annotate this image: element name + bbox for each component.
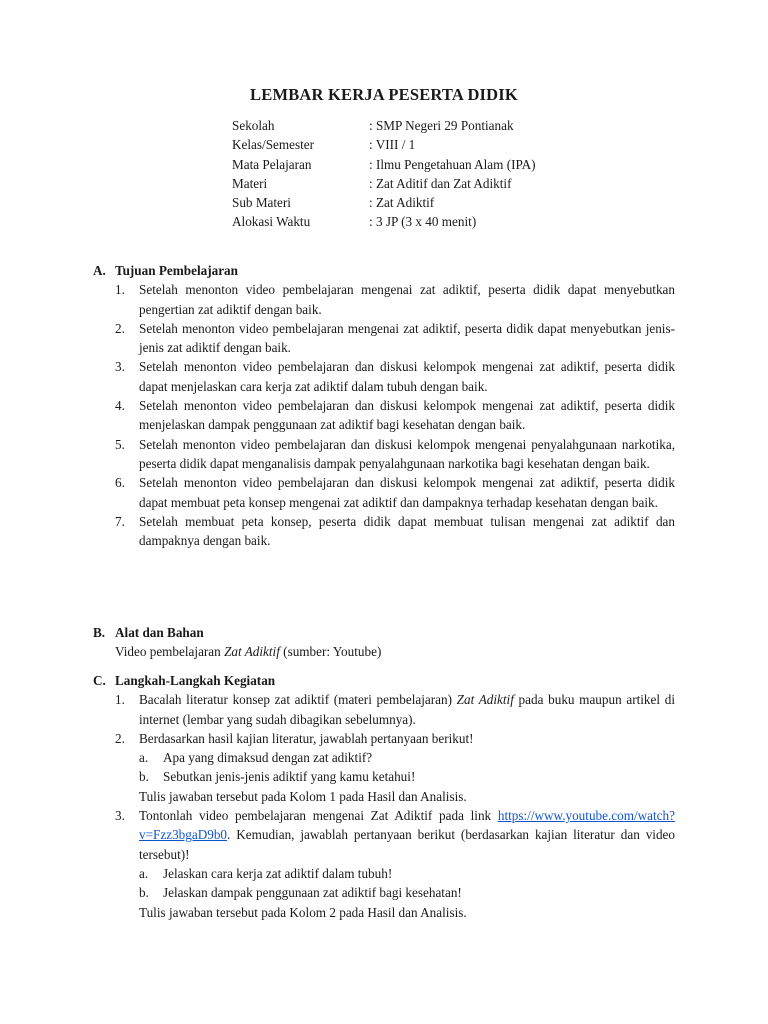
identity-value: : Zat Aditif dan Zat Adiktif [369,175,512,191]
item-number: 2. [115,320,125,336]
step-italic: Zat Adiktif [456,692,514,708]
sub-text: Jelaskan dampak penggunaan zat adiktif bagi kesehatan! [163,885,462,901]
identity-row-subject [232,155,536,174]
section-heading [93,671,675,690]
section-learning-objectives [93,261,675,550]
section-title: Tujuan Pembelajaran [115,263,238,278]
section-title: Langkah-Langkah Kegiatan [115,673,276,688]
identity-table [232,116,536,232]
list-item [93,396,675,435]
identity-key: Sekolah [232,118,275,133]
sub-item [139,748,675,767]
list-item [93,473,675,512]
step-text: Berdasarkan hasil kajian literatur, jawablah pertanyaan berikut! [139,730,474,746]
sub-letter: b. [139,885,149,901]
section-letter: C. [93,673,106,688]
item-number: 3. [115,359,125,375]
identity-key: Kelas/Semester [232,137,315,153]
identity-value: : SMP Negeri 29 Pontianak [369,118,514,133]
step-text: Bacalah literatur konsep zat adiktif (materi pembelajaran) [139,692,457,708]
list-item [93,319,675,358]
item-number: 5. [115,436,125,452]
item-number: 1. [115,282,125,298]
item-text: Setelah menonton video pembelajaran dan diskusi kelompok mengenai penyalahgunaan narkotika, peserta didik dapat menganalisis dampak penyalahgunaan narkotika bagi kesehatan dengan baik. [139,436,675,471]
item-number: 6. [115,475,125,491]
identity-key: Mata Pelajaran [232,156,312,172]
item-number: 4. [115,398,125,414]
item-number: 3. [115,808,125,824]
identity-value: : Zat Adiktif [369,195,435,211]
step-note: Tulis jawaban tersebut pada Kolom 2 pada Hasil dan Analisis. [139,904,467,920]
sub-text: Jelaskan cara kerja zat adiktif dalam tubuh! [163,865,393,881]
list-item [93,512,675,551]
step-text-end: . Kemudian, jawablah pertanyaan berikut (berdasarkan kajian literatur dan video tersebut)! [139,827,675,862]
identity-value: : Ilmu Pengetahuan Alam (IPA) [369,156,536,172]
list-item [93,729,675,806]
materials-source: (sumber: Youtube) [279,644,382,660]
identity-row-material [232,174,536,193]
step-note: Tulis jawaban tersebut pada Kolom 1 pada Hasil dan Analisis. [139,788,467,804]
section-letter: B. [93,625,106,640]
list-item [93,806,675,922]
sub-letter: a. [139,865,149,881]
sub-text: Apa yang dimaksud dengan zat adiktif? [163,750,373,766]
page-title: LEMBAR KERJA PESERTA DIDIK [250,85,518,104]
section-letter: A. [93,263,106,278]
list-item [93,690,675,729]
item-text: Setelah menonton video pembelajaran dan diskusi kelompok mengenai zat adiktif, peserta didik menjelaskan dampak penggunaan zat adiktif bagi kesehatan dengan baik. [139,398,675,433]
item-text: Setelah membuat peta konsep, peserta didik dapat membuat tulisan mengenai zat adiktif dan dampaknya dengan baik. [139,513,675,549]
item-number: 1. [115,692,125,708]
list-item [93,280,675,319]
identity-row-submaterial [232,193,536,212]
steps-list [93,690,675,922]
materials-title: Zat Adiktif [224,644,280,660]
video-link[interactable]: https://www.youtube.com/watch?v=Fzz3bgaD9b0 [139,808,675,843]
identity-row-time [232,212,536,231]
section-title: Alat dan Bahan [115,625,204,640]
section-heading [93,623,675,642]
list-item [93,435,675,474]
identity-key: Sub Materi [232,195,291,211]
objectives-list [93,280,675,550]
sub-text: Sebutkan jenis-jenis adiktif yang kamu ketahui! [163,769,416,785]
step-text: Tontonlah video pembelajaran mengenai Zat Adiktif pada link [139,808,498,824]
step-text-end: pada buku maupun artikel di internet (lembar yang sudah dibagikan sebelumnya). [139,692,675,727]
item-text: Setelah menonton video pembelajaran dan diskusi kelompok mengenai zat adiktif, peserta didik dapat menjelaskan cara kerja zat adiktif dalam tubuh dengan baik. [139,359,675,394]
materials-text: Video pembelajaran [115,644,225,660]
step-text-block [139,806,675,864]
item-number: 7. [115,513,125,529]
item-text: Setelah menonton video pembelajaran mengenai zat adiktif, peserta didik dapat menyebutkan pengertian zat adiktif dengan baik. [139,282,675,317]
item-number: 2. [115,730,125,746]
sub-item [139,864,675,883]
materials-line [93,642,675,661]
identity-row-school [232,116,536,135]
sub-item [139,767,675,786]
identity-value: : VIII / 1 [369,137,416,153]
sub-letter: a. [139,750,149,766]
identity-key: Materi [232,175,268,191]
item-text: Setelah menonton video pembelajaran dan diskusi kelompok mengenai zat adiktif, peserta didik dapat membuat peta konsep mengenai zat adiktif dan dampaknya terhadap kesehatan dengan baik. [139,475,675,510]
list-item [93,357,675,396]
sub-item [139,883,675,902]
sub-letter: b. [139,769,149,785]
section-activity-steps [93,671,675,922]
identity-row-class [232,135,536,154]
section-heading [93,261,675,280]
section-tools-materials [93,623,675,662]
identity-value: : 3 JP (3 x 40 menit) [369,214,477,230]
identity-key: Alokasi Waktu [232,214,311,230]
item-text: Setelah menonton video pembelajaran mengenai zat adiktif, peserta didik dapat menyebutkan jenis-jenis zat adiktif dengan baik. [139,320,675,356]
